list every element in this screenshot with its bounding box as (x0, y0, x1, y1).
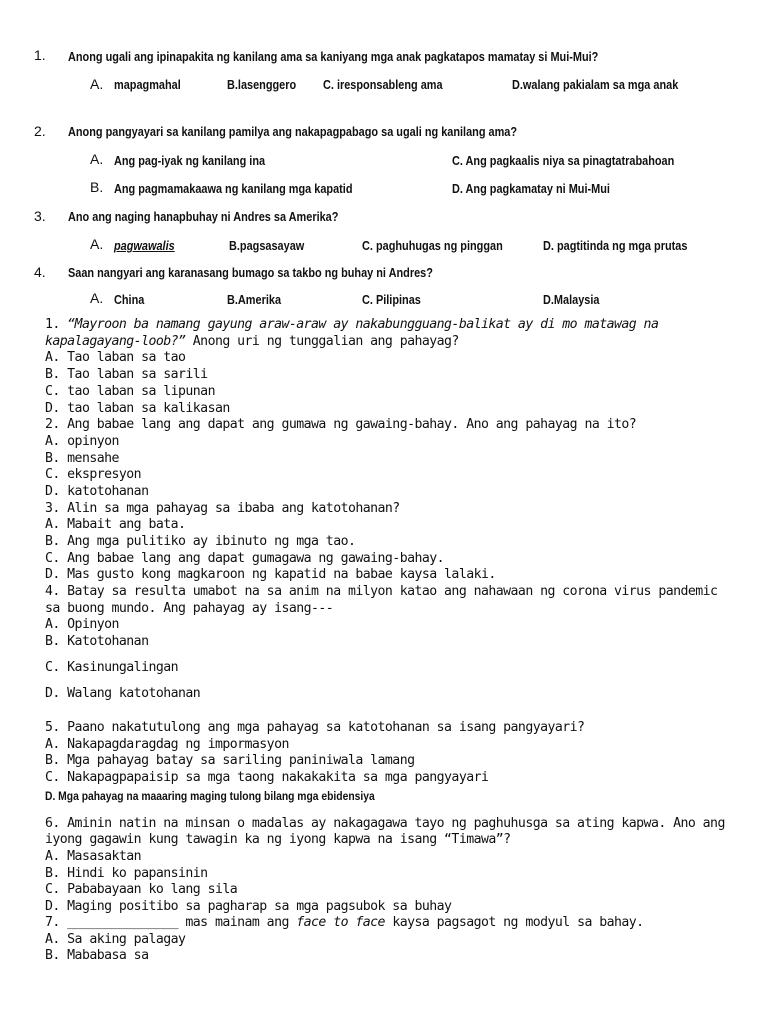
option-c: C. ekspresyon (45, 467, 142, 482)
option-a: A. Sa aking palagay (45, 932, 186, 947)
option-a: A. Opinyon (45, 617, 119, 632)
question-text: Anong pangyayari sa kanilang pamilya ang nakapagpabago sa ugali ng kanilang ama? (68, 124, 518, 139)
option-b: B. Hindi ko papansinin (45, 866, 208, 881)
option-c: C. Pababayaan ko lang sila (45, 882, 238, 897)
option-a: China (114, 292, 145, 307)
option-b: B. Mga pahayag batay sa sariling paniniwala lamang (45, 753, 415, 768)
option-a: mapagmahal (114, 77, 181, 92)
option-b: B. mensahe (45, 451, 119, 466)
option-c: C. Kasinungalingan (45, 660, 179, 675)
question-line: 4. Batay sa resulta umabot na sa anim na milyon katao ang nahawaan ng corona virus pandemic (45, 584, 718, 599)
option-a: A. Tao laban sa tao (45, 350, 186, 365)
option-a: A. Nakapagdaragdag ng impormasyon (45, 737, 289, 752)
question-line (45, 915, 644, 930)
option-d: D. Mga pahayag na maaaring maging tulong bilang mga ebidensiya (45, 789, 375, 803)
option-a: A. opinyon (45, 434, 119, 449)
option-d: D. pagtitinda ng mga prutas (543, 238, 688, 253)
option-b: B. Ang mga pulitiko ay ibinuto ng mga tao. (45, 534, 356, 549)
option-b: B.Amerika (227, 292, 282, 307)
option-d: D.Malaysia (543, 292, 600, 307)
option-c: C. paghuhugas ng pinggan (362, 238, 503, 253)
question-line: sa buong mundo. Ang pahayag ay isang--- (45, 601, 334, 616)
quote-line: kapalagayang-loob?” (45, 334, 186, 349)
question-text: Ano ang naging hanapbuhay ni Andres sa Amerika? (68, 209, 339, 224)
question-number: 1. (34, 47, 46, 63)
option-d: D.walang pakialam sa mga anak (512, 77, 679, 92)
option-b: B.lasenggero (227, 77, 297, 92)
question-text: Saan nangyari ang karanasang bumago sa takbo ng buhay ni Andres? (68, 265, 433, 280)
question-line: iyong gagawin kung tawagin ka ng iyong kapwa na isang “Timawa”? (45, 832, 511, 847)
question-number: 1. (45, 317, 60, 332)
option-c: C. tao laban sa lipunan (45, 384, 215, 399)
option-a: A. Mabait ang bata. (45, 517, 186, 532)
question-text: 2. Ang babae lang ang dapat ang gumawa ng gawaing-bahay. Ano ang pahayag na ito? (45, 417, 637, 432)
question-line: 6. Aminin natin na minsan o madalas ay nakagagawa tayo ng paghuhusga sa ating kapwa. Ano ang (45, 816, 725, 831)
option-d: D. Walang katotohanan (45, 686, 201, 701)
question-text: 3. Alin sa mga pahayag sa ibaba ang katotohanan? (45, 501, 400, 516)
question-text: 7. _______________ mas mainam ang (45, 915, 297, 930)
option-d: D. katotohanan (45, 484, 149, 499)
italic-phrase: face to face (296, 915, 385, 930)
option-c: C. Nakapagpapaisip sa mga taong nakakakita sa mga pangyayari (45, 770, 489, 785)
question-number: 3. (34, 208, 46, 224)
option-d: D. Mas gusto kong magkaroon ng kapatid na babae kaysa lalaki. (45, 567, 496, 582)
option-b: B. Mababasa sa (45, 948, 149, 963)
option-b: Ang pagmamakaawa ng kanilang mga kapatid (114, 181, 353, 196)
option-d: D. Maging positibo sa pagharap sa mga pagsubok sa buhay (45, 899, 452, 914)
option-b: B. Tao laban sa sarili (45, 367, 208, 382)
option-letter: A. (90, 290, 104, 306)
question-line (45, 334, 459, 349)
option-b: B.pagsasayaw (229, 238, 305, 253)
option-c: C. Pilipinas (362, 292, 421, 307)
option-letter: A. (90, 236, 104, 252)
question-text: Anong ugali ang ipinapakita ng kanilang ama sa kaniyang mga anak pagkatapos mamatay si Mui-Mui? (68, 49, 599, 64)
question-text: 5. Paano nakatutulong ang mga pahayag sa katotohanan sa isang pangyayari? (45, 720, 585, 735)
option-d: D. Ang pagkamatay ni Mui-Mui (452, 181, 610, 196)
question-number: 4. (34, 264, 46, 280)
option-a: Ang pag-iyak ng kanilang ina (114, 153, 266, 168)
option-letter: B. (90, 179, 104, 195)
option-letter: A. (90, 151, 104, 167)
question-text: kaysa pagsagot ng modyul sa bahay. (384, 915, 644, 930)
option-d: D. tao laban sa kalikasan (45, 401, 230, 416)
option-letter: A. (90, 76, 104, 92)
question-line (45, 317, 658, 332)
option-a: pagwawalis (114, 238, 175, 253)
option-c: C. Ang babae lang ang dapat gumagawa ng gawaing-bahay. (45, 551, 445, 566)
quote-line: “Mayroon ba namang gayung araw-araw ay nakabungguang-balikat ay di mo matawag na (67, 317, 659, 332)
question-number: 2. (34, 123, 46, 139)
option-c: C. iresponsableng ama (323, 77, 443, 92)
question-text: Anong uri ng tunggalian ang pahayag? (185, 334, 459, 349)
option-c: C. Ang pagkaalis niya sa pinagtatrabahoan (452, 153, 675, 168)
option-a: A. Masasaktan (45, 849, 142, 864)
option-b: B. Katotohanan (45, 634, 149, 649)
